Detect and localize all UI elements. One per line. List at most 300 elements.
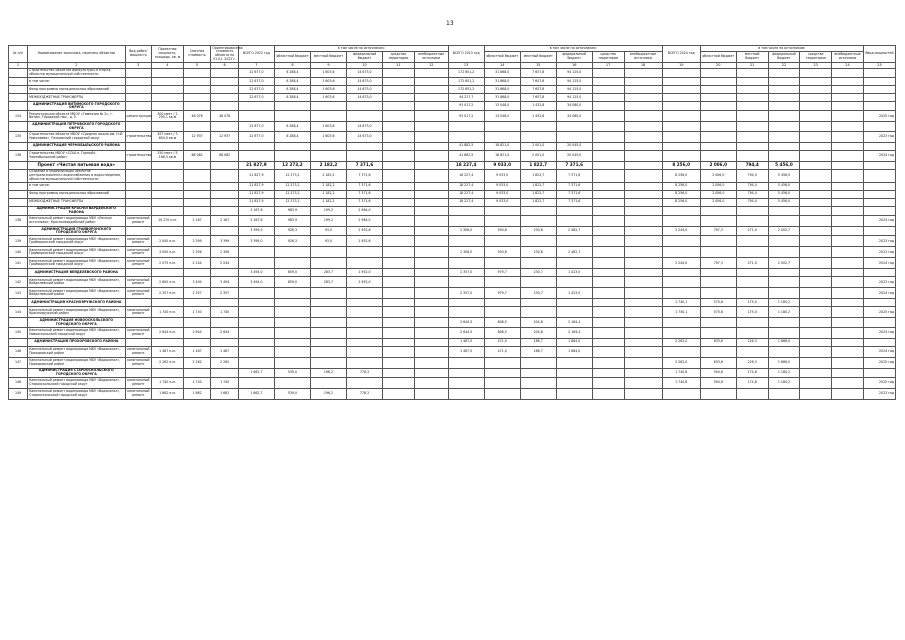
amount-cell <box>346 102 382 111</box>
amount-cell: 13 048,0 <box>484 111 520 122</box>
amount-cell: 794,4 <box>736 161 768 169</box>
capacity <box>152 198 184 206</box>
work-type <box>125 142 151 150</box>
amount-cell: 1 740,8 <box>662 378 700 389</box>
amount-cell: 21 827,9 <box>238 182 274 190</box>
amount-cell <box>238 318 274 327</box>
estimated-cost <box>183 206 211 215</box>
amount-cell <box>768 102 800 111</box>
amount-cell: 226,3 <box>736 338 768 346</box>
remaining-cost <box>211 68 239 77</box>
amount-cell <box>238 327 274 338</box>
amount-cell: 14 673,0 <box>346 86 382 94</box>
capacity: 2 075 п.м. <box>152 258 184 269</box>
amount-cell <box>624 182 662 190</box>
amount-cell <box>624 150 662 161</box>
object-name: АДМИНИСТРАЦИЯ КРАСНОГВАРДЕЙСКОГО РАЙОНА <box>28 206 125 215</box>
object-name: Капитальный ремонт водопровода МБУ «Водоканал», Прохоровский район <box>28 346 125 357</box>
amount-cell <box>520 389 556 400</box>
amount-cell <box>382 131 414 142</box>
amount-cell <box>736 78 768 86</box>
amount-cell <box>768 150 800 161</box>
amount-cell <box>832 368 864 377</box>
amount-cell: 7 371,6 <box>346 198 382 206</box>
amount-cell <box>662 78 700 86</box>
estimated-cost <box>183 161 211 169</box>
estimated-cost: 2 644 <box>183 327 211 338</box>
row-number <box>9 198 28 206</box>
amount-cell: 2 001,0 <box>520 150 556 161</box>
table-row <box>9 346 896 357</box>
row-number: 138 <box>9 216 28 227</box>
amount-cell: 2 164,4 <box>556 327 592 338</box>
amount-cell <box>624 111 662 122</box>
work-type: капитальный ремонт <box>125 236 151 247</box>
amount-cell <box>624 378 662 389</box>
amount-cell <box>700 111 736 122</box>
amount-cell: 186,7 <box>520 338 556 346</box>
amount-cell: 2 357,0 <box>448 269 484 277</box>
amount-cell: 2 306,0 <box>448 227 484 236</box>
commissioning-year <box>863 102 895 111</box>
amount-cell <box>414 247 448 258</box>
amount-cell <box>624 368 662 377</box>
amount-cell: 22 677,0 <box>238 86 274 94</box>
commissioning-year <box>863 142 895 150</box>
column-number: 7 <box>238 62 274 68</box>
amount-cell <box>556 389 592 400</box>
amount-cell <box>382 182 414 190</box>
amount-cell <box>736 236 768 247</box>
amount-cell: 930,8 <box>484 247 520 258</box>
amount-cell <box>624 236 662 247</box>
amount-cell <box>624 318 662 327</box>
amount-cell: 1 603,6 <box>310 94 346 102</box>
amount-cell <box>414 122 448 131</box>
amount-cell <box>662 389 700 400</box>
row-number: 141 <box>9 258 28 269</box>
amount-cell <box>592 327 624 338</box>
row-number: 140 <box>9 247 28 258</box>
amount-cell: 794,4 <box>736 169 768 182</box>
amount-cell: 2 262,0 <box>662 357 700 368</box>
amount-cell <box>346 307 382 318</box>
estimated-cost <box>183 198 211 206</box>
commissioning-year <box>863 190 895 198</box>
amount-cell: 1 740,1 <box>662 299 700 307</box>
object-name: АДМИНИСТРАЦИЯ ПРОХОРОВСКОГО РАЙОНА <box>28 338 125 346</box>
amount-cell <box>736 327 768 338</box>
amount-cell <box>624 247 662 258</box>
amount-cell <box>768 122 800 131</box>
amount-cell <box>700 142 736 150</box>
amount-cell: 5 456,0 <box>768 198 800 206</box>
estimated-cost: 12 937 <box>183 131 211 142</box>
amount-cell: 633,6 <box>700 357 736 368</box>
amount-cell <box>414 236 448 247</box>
amount-cell <box>414 378 448 389</box>
table-row <box>9 236 896 247</box>
amount-cell <box>592 277 624 288</box>
capacity <box>152 227 184 236</box>
amount-cell <box>484 357 520 368</box>
amount-cell <box>592 378 624 389</box>
table-row <box>9 111 896 122</box>
amount-cell <box>448 206 484 215</box>
amount-cell <box>346 142 382 150</box>
amount-cell: 18 227,4 <box>448 182 484 190</box>
amount-cell <box>520 206 556 215</box>
estimated-cost: 68 082 <box>183 150 211 161</box>
row-number <box>9 299 28 307</box>
amount-cell <box>592 307 624 318</box>
amount-cell <box>414 86 448 94</box>
amount-cell <box>414 111 448 122</box>
amount-cell <box>800 161 832 169</box>
amount-cell <box>414 182 448 190</box>
capacity: 1 740 п.м. <box>152 378 184 389</box>
amount-cell <box>238 247 274 258</box>
amount-cell: 172 651,2 <box>448 86 484 94</box>
amount-cell <box>238 307 274 318</box>
capacity: 300 мест / 2 295,1 кв.м <box>152 111 184 122</box>
amount-cell <box>768 318 800 327</box>
work-type: капитальный ремонт <box>125 327 151 338</box>
amount-cell <box>310 357 346 368</box>
amount-cell: 859,0 <box>274 269 310 277</box>
amount-cell <box>768 216 800 227</box>
table-row <box>9 389 896 400</box>
amount-cell <box>484 216 520 227</box>
amount-cell: 539,0 <box>274 368 310 377</box>
amount-cell <box>800 190 832 198</box>
amount-cell: 7 371,6 <box>556 190 592 198</box>
remaining-cost: 12 937 <box>211 131 239 142</box>
estimated-cost <box>183 318 211 327</box>
table-row <box>9 131 896 142</box>
source-header: средства территории <box>800 52 832 62</box>
amount-cell <box>800 169 832 182</box>
source-header: внебюджетные источники <box>624 52 662 62</box>
amount-cell <box>624 102 662 111</box>
commissioning-year: 2024 год <box>863 258 895 269</box>
amount-cell <box>310 258 346 269</box>
amount-cell: 6 288,4 <box>274 94 310 102</box>
amount-cell: 196,2 <box>310 389 346 400</box>
amount-cell: 2 002,7 <box>768 227 800 236</box>
row-number: 134 <box>9 111 28 122</box>
amount-cell: 5 456,0 <box>768 182 800 190</box>
remaining-cost: 2 306 <box>211 247 239 258</box>
amount-cell <box>832 161 864 169</box>
amount-cell: 1 487,0 <box>448 338 484 346</box>
amount-cell <box>800 122 832 131</box>
amount-cell <box>832 269 864 277</box>
estimated-cost <box>183 102 211 111</box>
capacity: 2 000 п.м. <box>152 236 184 247</box>
amount-cell: 14 673,0 <box>346 78 382 86</box>
amount-cell: 172 651,2 <box>448 68 484 77</box>
amount-cell <box>414 269 448 277</box>
capacity <box>152 190 184 198</box>
estimated-cost <box>183 227 211 236</box>
column-number: 25 <box>863 62 895 68</box>
amount-cell: 22 677,0 <box>238 78 274 86</box>
remaining-cost <box>211 368 239 377</box>
work-type: капитальный ремонт <box>125 216 151 227</box>
amount-cell <box>556 258 592 269</box>
row-number: 136 <box>9 150 28 161</box>
object-name: Капитальный ремонт водопровода МБУ «Водоканал», Грайворонский городской округ <box>28 236 125 247</box>
remaining-cost: 1 662 <box>211 389 239 400</box>
amount-cell <box>238 346 274 357</box>
amount-cell <box>592 299 624 307</box>
amount-cell: 12 273,2 <box>274 182 310 190</box>
row-number <box>9 78 28 86</box>
amount-cell <box>624 68 662 77</box>
commissioning-year <box>863 78 895 86</box>
amount-cell <box>310 288 346 299</box>
amount-cell <box>736 247 768 258</box>
remaining-cost <box>211 78 239 86</box>
table-row <box>9 169 896 182</box>
amount-cell <box>736 142 768 150</box>
commissioning-year: 2023 год <box>863 236 895 247</box>
amount-cell <box>800 258 832 269</box>
commissioning-year: 2023 год <box>863 389 895 400</box>
amount-cell <box>520 307 556 318</box>
amount-cell <box>414 318 448 327</box>
amount-cell <box>414 198 448 206</box>
amount-cell <box>592 86 624 94</box>
amount-cell <box>592 269 624 277</box>
amount-cell: 1 822,7 <box>520 161 556 169</box>
row-number: 145 <box>9 327 28 338</box>
amount-cell <box>800 68 832 77</box>
amount-cell <box>800 102 832 111</box>
amount-cell: 1 603,6 <box>310 131 346 142</box>
amount-cell: 7 657,8 <box>520 94 556 102</box>
amount-cell <box>624 86 662 94</box>
amount-cell <box>700 389 736 400</box>
amount-cell <box>832 142 864 150</box>
amount-cell: 6 288,4 <box>274 131 310 142</box>
estimated-cost: 48 076 <box>183 111 211 122</box>
amount-cell: 18 227,4 <box>448 169 484 182</box>
row-number: 135 <box>9 131 28 142</box>
amount-cell <box>310 142 346 150</box>
work-type: капитальный ремонт <box>125 277 151 288</box>
capacity: 2 800 п.м. <box>152 277 184 288</box>
amount-cell: 3 399,0 <box>238 227 274 236</box>
amount-cell <box>624 198 662 206</box>
object-name: Реконструкция объекта МБОУ «Гимназия № 2», г. Витим, Городской пер., д. 5 <box>28 111 125 122</box>
remaining-cost: 1 487 <box>211 346 239 357</box>
amount-cell: 8 256,0 <box>662 169 700 182</box>
table-row <box>9 68 896 77</box>
amount-cell <box>448 131 484 142</box>
amount-cell <box>484 236 520 247</box>
estimated-cost: 2 357 <box>183 288 211 299</box>
amount-cell <box>700 236 736 247</box>
amount-cell: 93 017,2 <box>448 111 484 122</box>
investment-table <box>8 45 896 400</box>
amount-cell <box>346 299 382 307</box>
amount-cell <box>448 277 484 288</box>
amount-cell <box>800 269 832 277</box>
amount-cell: 1 603,6 <box>310 86 346 94</box>
capacity: 1 740 п.м. <box>152 307 184 318</box>
amount-cell <box>382 346 414 357</box>
estimated-cost <box>183 169 211 182</box>
amount-cell <box>592 131 624 142</box>
amount-cell: 13 048,0 <box>484 102 520 111</box>
amount-cell <box>346 111 382 122</box>
remaining-cost <box>211 122 239 131</box>
amount-cell <box>414 78 448 86</box>
table-row <box>9 94 896 102</box>
amount-cell: 983,9 <box>274 216 310 227</box>
amount-cell <box>624 122 662 131</box>
amount-cell <box>520 368 556 377</box>
work-type <box>125 206 151 215</box>
commissioning-year <box>863 227 895 236</box>
estimated-cost <box>183 338 211 346</box>
amount-cell: 794,4 <box>736 182 768 190</box>
amount-cell <box>484 122 520 131</box>
amount-cell <box>414 206 448 215</box>
amount-cell: 2 182,2 <box>310 161 346 169</box>
amount-cell <box>592 190 624 198</box>
work-type: строительство <box>125 131 151 142</box>
amount-cell <box>700 102 736 111</box>
amount-cell <box>346 318 382 327</box>
table-row <box>9 86 896 94</box>
amount-cell: 808,5 <box>484 327 520 338</box>
amount-cell: 22 677,0 <box>238 94 274 102</box>
amount-cell <box>238 258 274 269</box>
row-number <box>9 206 28 215</box>
amount-cell: 18 227,4 <box>448 190 484 198</box>
estimated-cost: 2 167 <box>183 216 211 227</box>
amount-cell: 6 288,4 <box>274 78 310 86</box>
amount-cell <box>414 161 448 169</box>
amount-cell <box>414 346 448 357</box>
amount-cell <box>274 357 310 368</box>
amount-cell <box>592 161 624 169</box>
amount-cell <box>832 206 864 215</box>
amount-cell <box>414 169 448 182</box>
amount-cell <box>832 78 864 86</box>
amount-cell: 1 180,2 <box>768 307 800 318</box>
amount-cell <box>382 111 414 122</box>
amount-cell <box>382 190 414 198</box>
capacity: 250 мест / 5 168,5 кв.м <box>152 150 184 161</box>
col-incl-2023: в том числе по источникам: <box>484 46 662 52</box>
amount-cell <box>832 318 864 327</box>
amount-cell: 2 002,7 <box>768 258 800 269</box>
amount-cell <box>346 288 382 299</box>
amount-cell <box>448 307 484 318</box>
amount-cell: 14 673,0 <box>346 68 382 77</box>
amount-cell <box>736 86 768 94</box>
amount-cell: 204,8 <box>520 318 556 327</box>
amount-cell: 2 306,0 <box>448 247 484 258</box>
amount-cell <box>414 389 448 400</box>
amount-cell <box>448 389 484 400</box>
capacity <box>152 68 184 77</box>
amount-cell <box>556 378 592 389</box>
table-row <box>9 78 896 86</box>
row-number <box>9 338 28 346</box>
amount-cell <box>700 346 736 357</box>
amount-cell <box>414 142 448 150</box>
amount-cell: 2 164,4 <box>556 318 592 327</box>
object-name: Капитальный ремонт водопровода МБУ «Водоканал», Новооскольский городской округ <box>28 327 125 338</box>
amount-cell: 186,7 <box>520 346 556 357</box>
source-header: местный бюджет <box>520 52 556 62</box>
amount-cell: 979,7 <box>484 288 520 299</box>
amount-cell <box>310 327 346 338</box>
col-total-2023: ВСЕГО 2023 год <box>448 46 484 63</box>
amount-cell: 794,4 <box>736 190 768 198</box>
row-number <box>9 161 28 169</box>
amount-cell: 1 662,7 <box>238 389 274 400</box>
amount-cell <box>592 78 624 86</box>
amount-cell <box>736 346 768 357</box>
work-type: капитальный ремонт <box>125 389 151 400</box>
col-incl-2024: в том числе по источникам: <box>700 46 863 52</box>
amount-cell <box>800 368 832 377</box>
capacity <box>152 122 184 131</box>
amount-cell <box>484 389 520 400</box>
amount-cell <box>238 338 274 346</box>
amount-cell <box>556 216 592 227</box>
amount-cell <box>768 277 800 288</box>
row-number: 146 <box>9 346 28 357</box>
amount-cell <box>414 190 448 198</box>
amount-cell <box>624 131 662 142</box>
column-number: 10 <box>346 62 382 68</box>
amount-cell <box>310 111 346 122</box>
source-header: средства территории <box>382 52 414 62</box>
amount-cell: 2 167,6 <box>238 206 274 215</box>
amount-cell <box>592 206 624 215</box>
estimated-cost: 2 262 <box>183 357 211 368</box>
amount-cell: 21 827,9 <box>238 169 274 182</box>
work-type <box>125 94 151 102</box>
estimated-cost: 1 740 <box>183 378 211 389</box>
amount-cell: 1 423,0 <box>556 269 592 277</box>
row-number <box>9 169 28 182</box>
amount-cell <box>274 288 310 299</box>
amount-cell: 1 740,8 <box>662 368 700 377</box>
amount-cell <box>310 102 346 111</box>
table-row <box>9 277 896 288</box>
amount-cell: 5 456,0 <box>768 161 800 169</box>
amount-cell <box>310 299 346 307</box>
commissioning-year: 2024 год <box>863 327 895 338</box>
amount-cell: 570,8 <box>700 307 736 318</box>
amount-cell <box>832 68 864 77</box>
amount-cell <box>484 206 520 215</box>
row-number <box>9 318 28 327</box>
amount-cell <box>768 111 800 122</box>
amount-cell: 2 182,2 <box>310 169 346 182</box>
amount-cell <box>832 346 864 357</box>
work-type <box>125 318 151 327</box>
table-body <box>9 68 896 399</box>
